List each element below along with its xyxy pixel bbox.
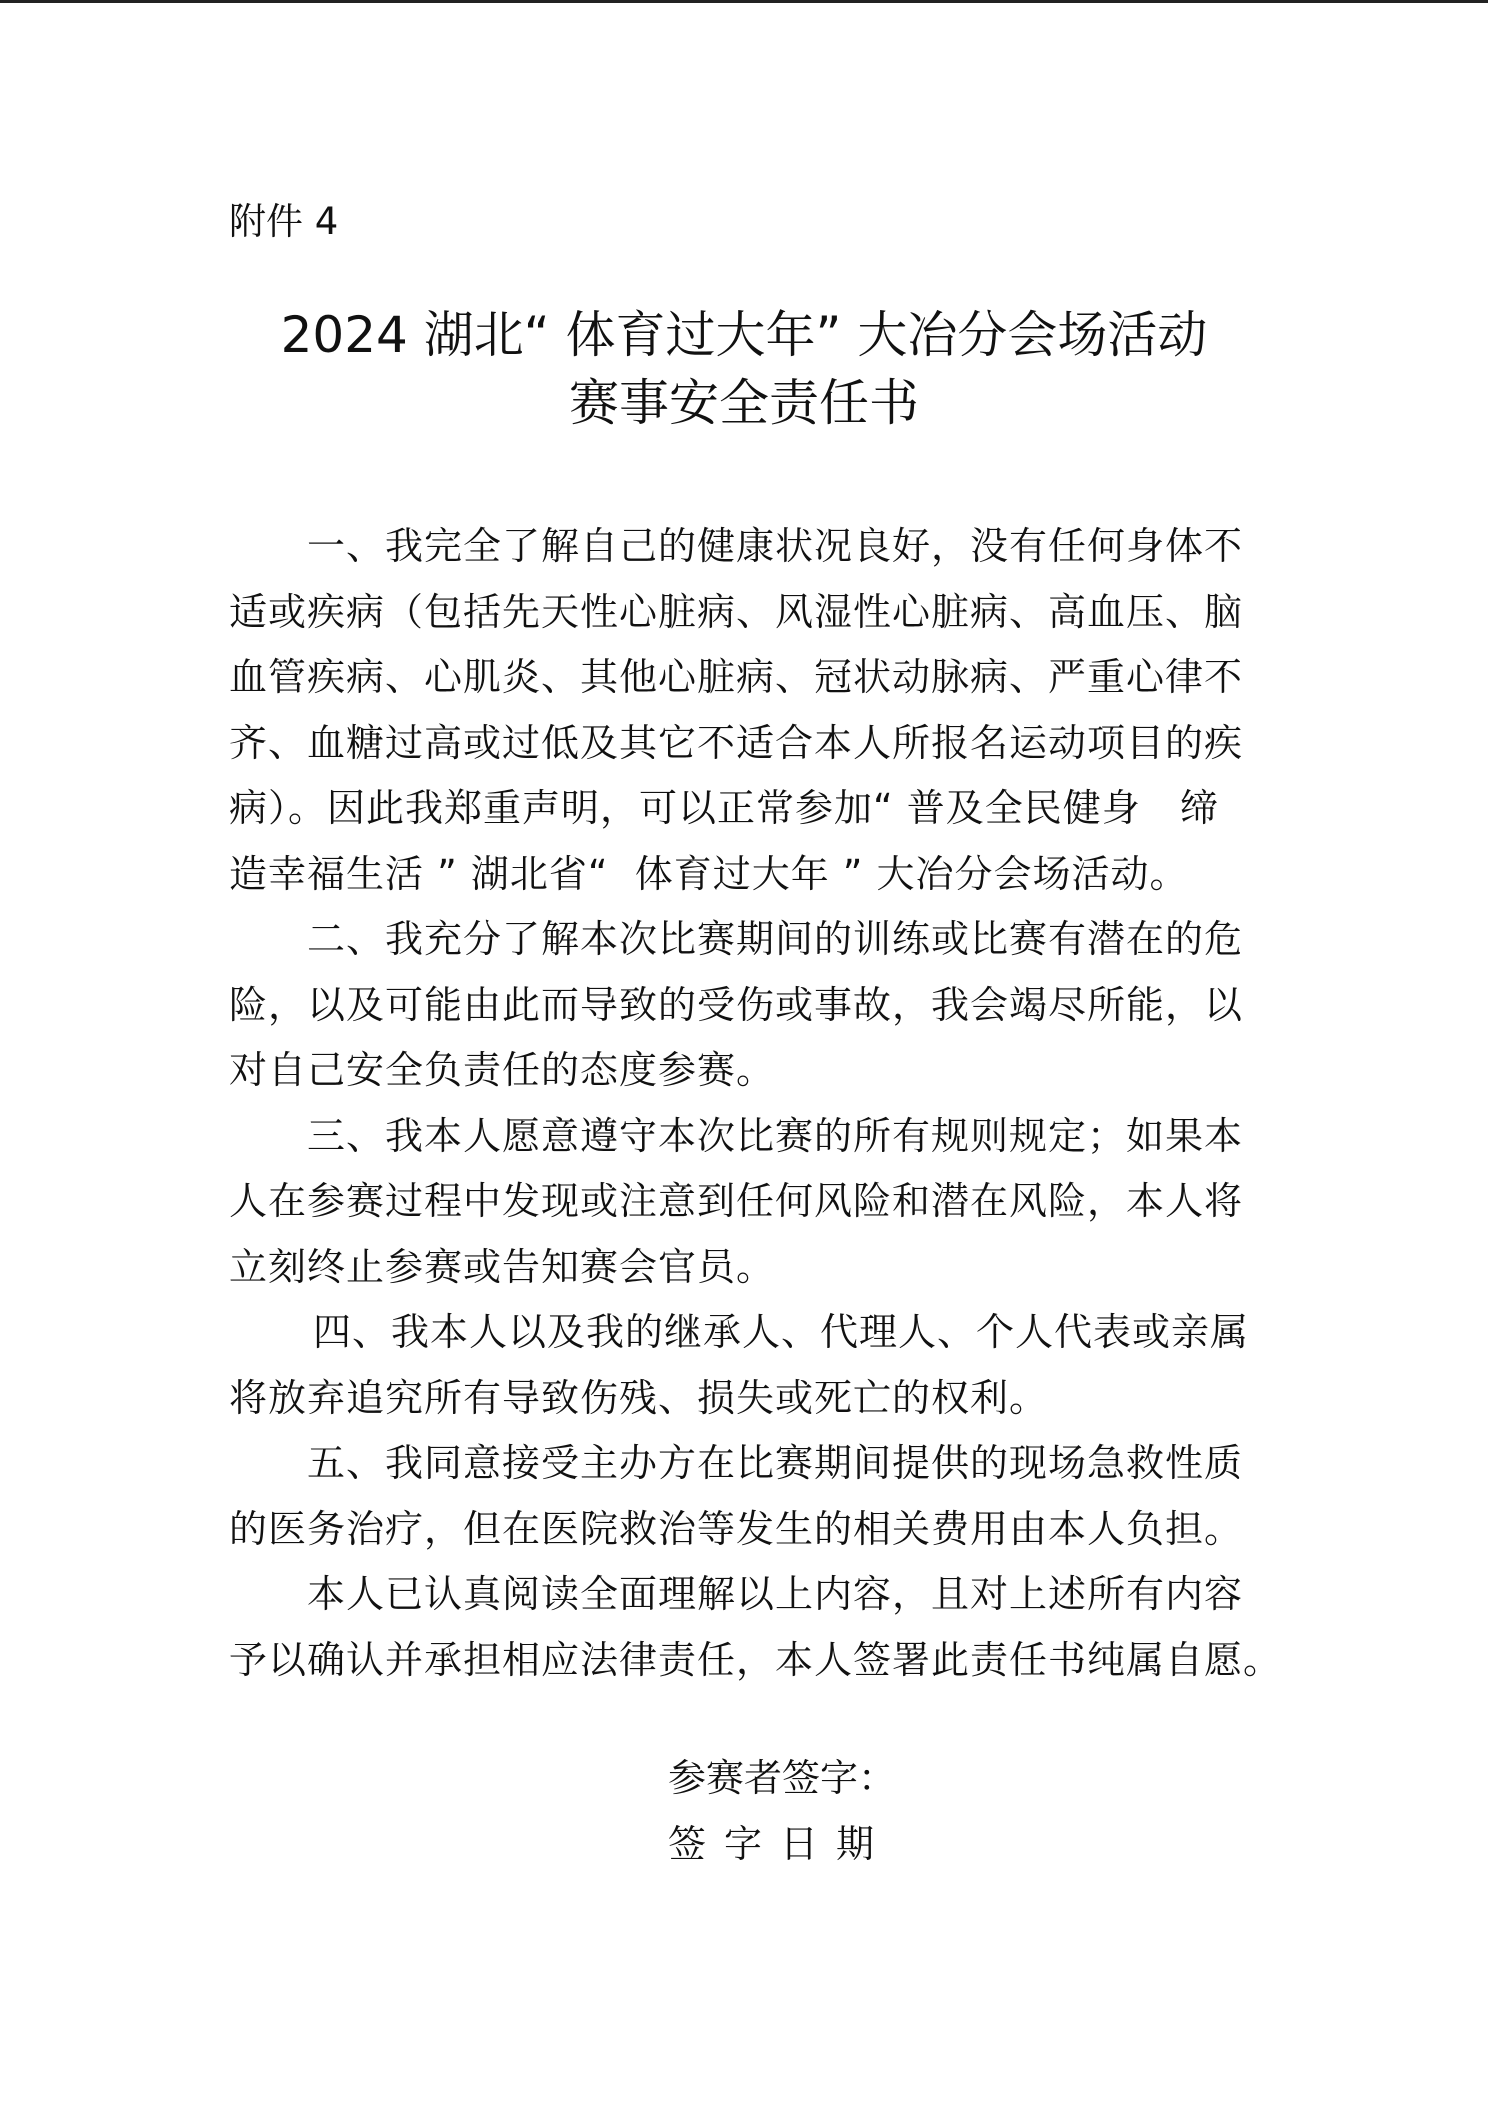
paragraph-2-line: 对自己安全负责任的态度参赛。 [229, 1048, 776, 1092]
signature-date-label: 签字日期 [668, 1822, 893, 1866]
paragraph-6-line: 本人已认真阅读全面理解以上内容，且对上述所有内容 [307, 1572, 1244, 1616]
document-title-line-2: 赛事安全责任书 [569, 374, 919, 432]
paragraph-4-line: 四、我本人以及我的继承人、代理人、个人代表或亲属 [313, 1310, 1250, 1354]
paragraph-1-line: 齐、血糖过高或过低及其它不适合本人所报名运动项目的疾 [229, 720, 1244, 765]
paragraph-2-line: 二、我充分了解本次比赛期间的训练或比赛有潜在的危 [307, 917, 1244, 961]
document-body [229, 514, 1283, 1693]
signature-label: 参赛者签字： [668, 1756, 897, 1800]
paragraph-2-line: 险，以及可能由此而导致的受伤或事故，我会竭尽所能，以 [229, 982, 1244, 1027]
paragraph-3-line: 三、我本人愿意遵守本次比赛的所有规则规定；如果本 [307, 1113, 1244, 1158]
paragraph-1-line: 造幸福生活 ” 湖北省“ 体育过大年 ” 大冶分会场活动。 [229, 851, 1189, 896]
paragraph-6-line: 予以确认并承担相应法律责任，本人签署此责任书纯属自愿。 [229, 1637, 1283, 1682]
paragraph-1-line: 病）。因此我郑重声明，可以正常参加“ 普及全民健身 缔 [229, 786, 1220, 830]
paragraph-3-line: 人在参赛过程中发现或注意到任何风险和潜在风险，本人将 [229, 1179, 1244, 1223]
paragraph-1-line: 一、我完全了解自己的健康状况良好，没有任何身体不 [307, 524, 1244, 568]
attachment-label: 附件 4 [229, 200, 339, 243]
signature-block [668, 1745, 896, 1877]
paragraph-1-line: 血管疾病、心肌炎、其他心脏病、冠状动脉病、严重心律不 [229, 655, 1244, 699]
paragraph-5-line: 五、我同意接受主办方在比赛期间提供的现场急救性质 [307, 1441, 1244, 1485]
paragraph-5-line: 的医务治疗，但在医院救治等发生的相关费用由本人负担。 [229, 1506, 1244, 1551]
paragraph-3-line: 立刻终止参赛或告知赛会官员。 [229, 1244, 776, 1289]
paragraph-1-line: 适或疾病（包括先天性心脏病、风湿性心脏病、高血压、脑 [229, 589, 1244, 634]
document-title-line-1: 2024 湖北“ 体育过大年” 大冶分会场活动 [280, 306, 1208, 364]
paragraph-4-line: 将放弃追究所有导致伤残、损失或死亡的权利。 [229, 1375, 1049, 1420]
